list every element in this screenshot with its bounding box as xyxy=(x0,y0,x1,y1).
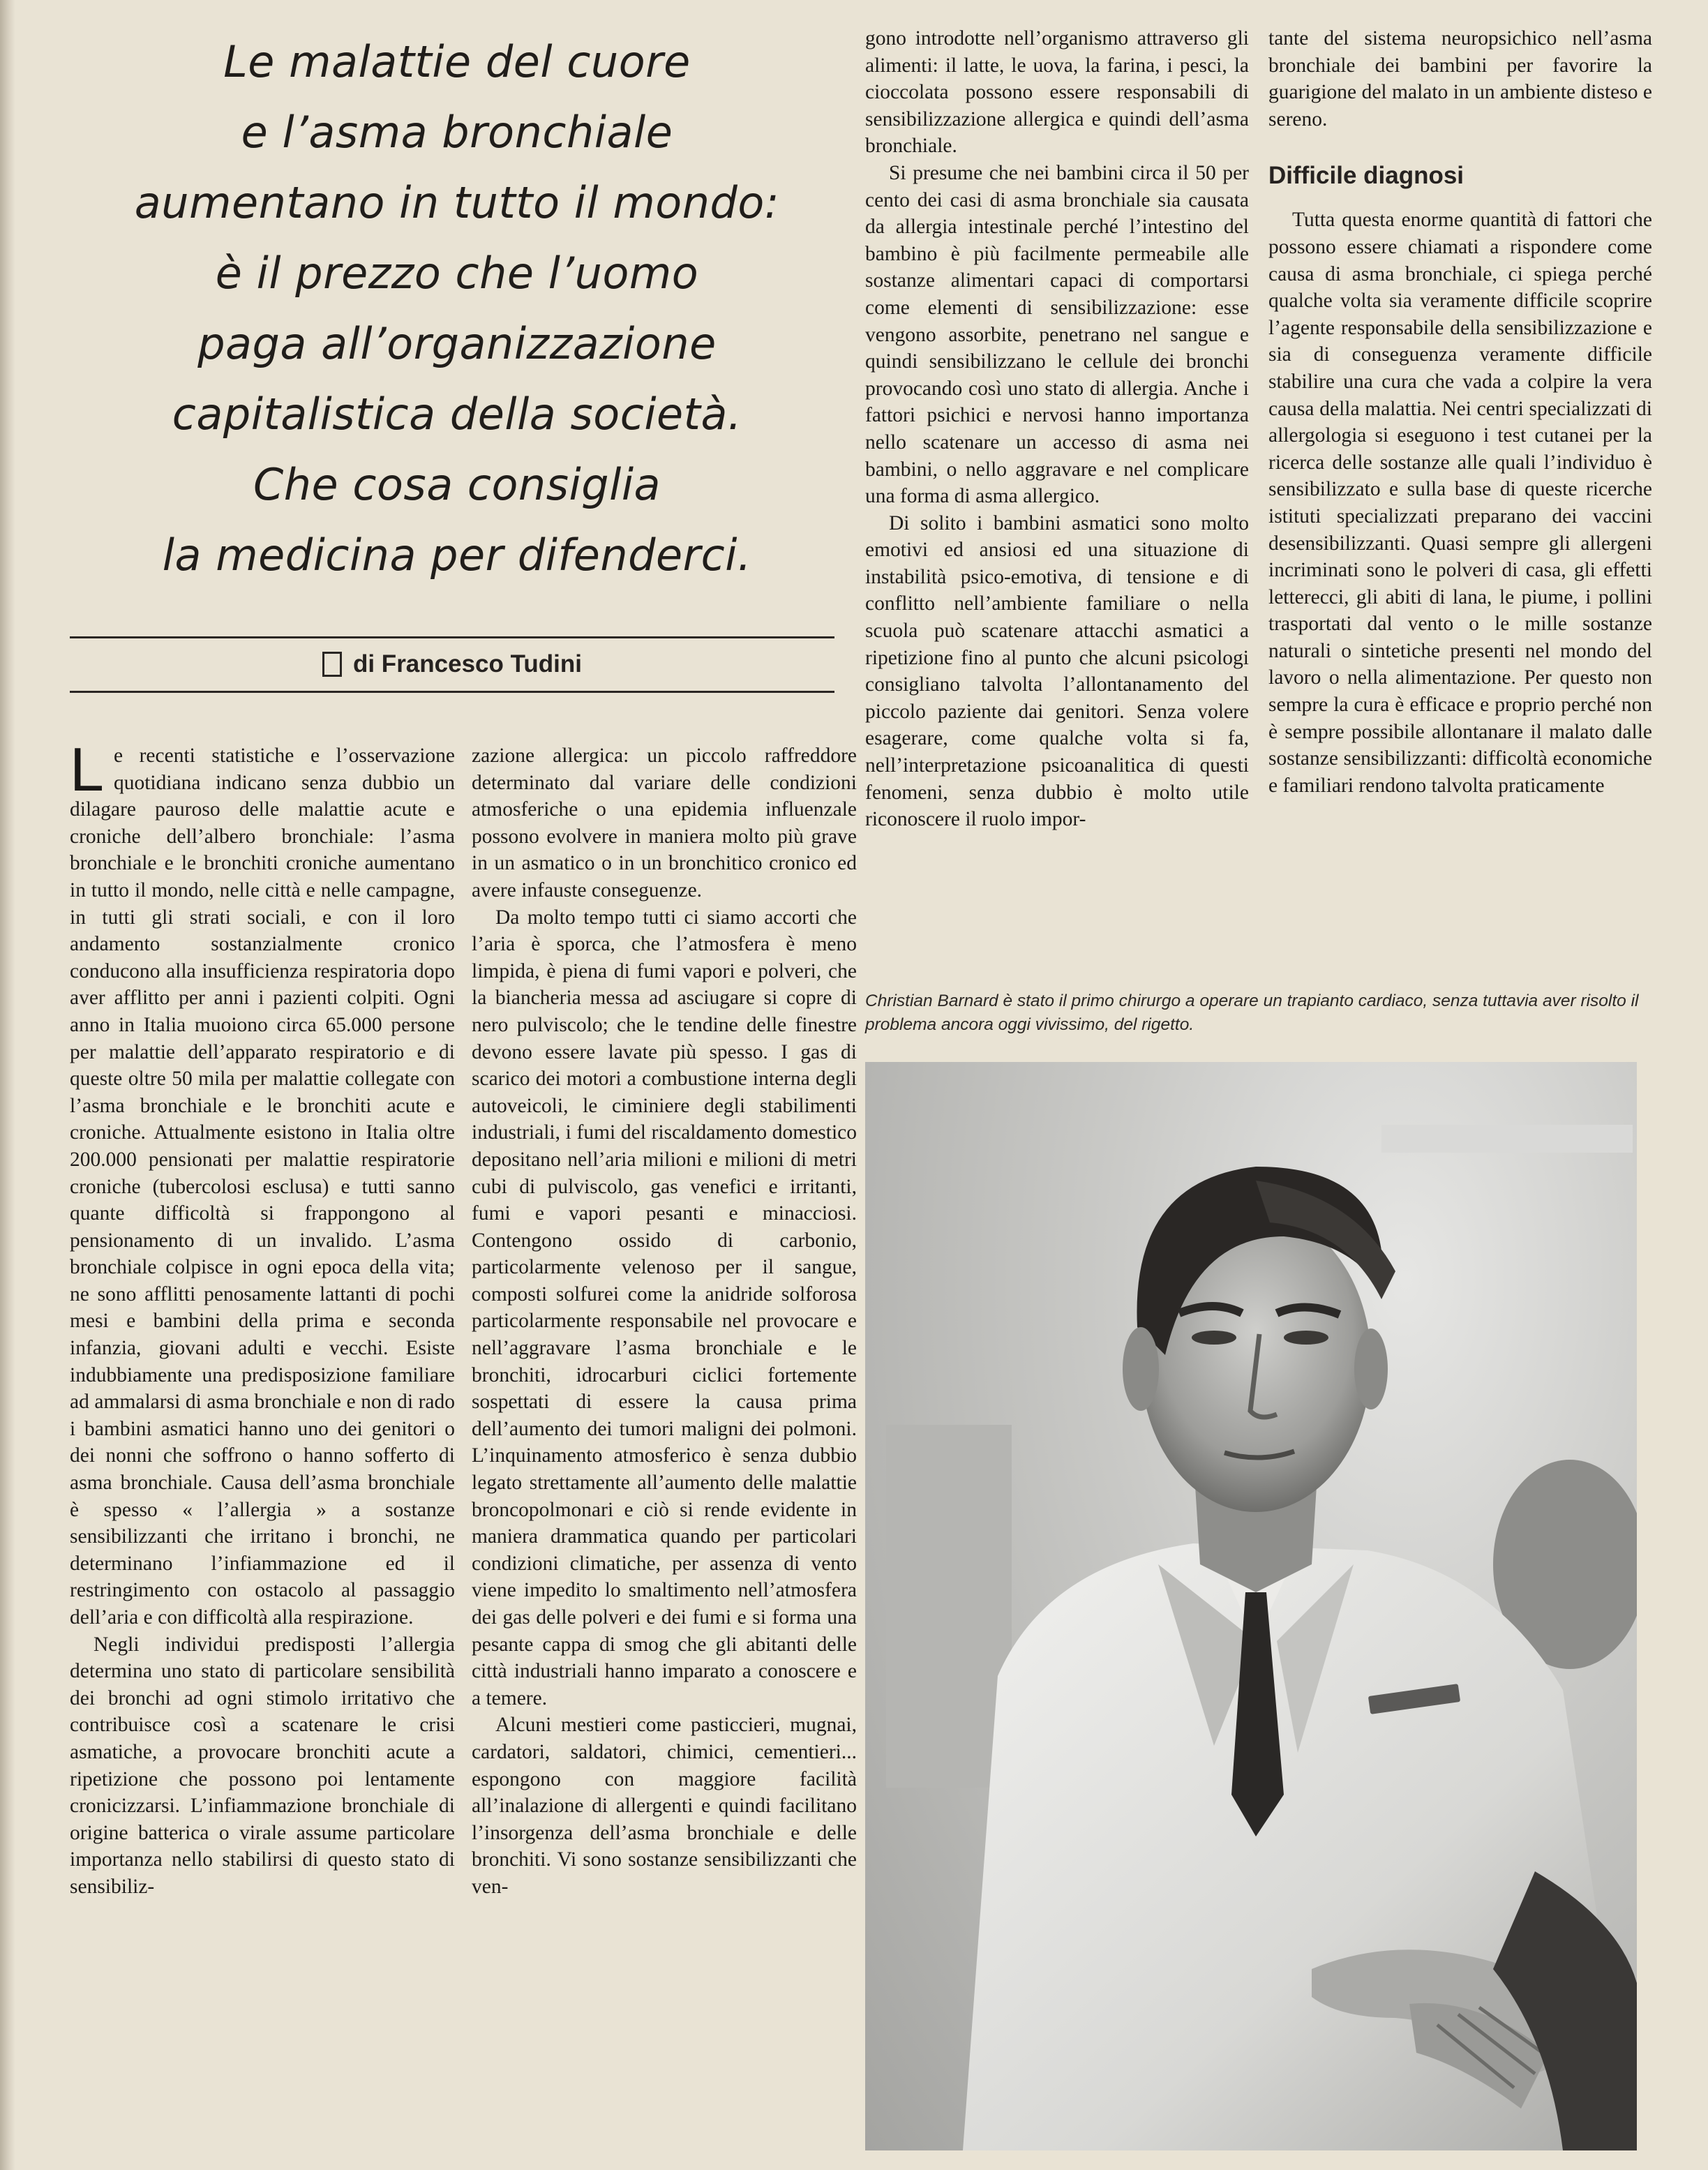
portrait-photo xyxy=(865,1062,1637,2150)
article-paragraph: gono introdotte nell’organismo attraverso gli alimenti: il latte, le uova, la farina, i pesci, la cioccolata possono essere responsabili di sensibilizzazione allergica e quindi dell’asma bronchiale. xyxy=(865,27,1249,158)
headline-line: capitalistica della società. xyxy=(172,389,742,440)
headline-line: e l’asma bronchiale xyxy=(241,107,673,158)
byline-box-icon xyxy=(322,652,342,677)
byline xyxy=(70,648,834,681)
article-paragraph: Di solito i bambini asmatici sono molto emotivi ed ansiosi ed una situazione di instabilità psico-emotiva, di tensione e di conflitto nell’ambiente familiare o nella scuola può scatenare attacchi asmatici a ripetizione fino al punto che alcuni psicologi consigliano talvolta l’allontanamento del piccolo paziente dai genitori. Senza volere esagerare, come qualche volta si fa, nell’interpretazione psicoanalitica di questi fenomeni, senza dubbio è molto utile riconoscere il ruolo impor- xyxy=(865,511,1249,831)
page-binding-shadow xyxy=(0,0,15,2170)
article-column-2 xyxy=(472,742,857,2124)
article-column-3 xyxy=(865,25,1249,968)
article-paragraph: Alcuni mestieri come pasticcieri, mugnai, cardatori, saldatori, chimici, cementieri... espongono con maggiore facilità all’inalazione di allergenti e quindi facilitano l’insorgenza dell’asma bronchiale e delle bronchiti. Vi sono sostanze sensibilizzanti che ven- xyxy=(472,1714,857,1898)
article-column-4 xyxy=(1268,25,1652,968)
article-paragraph: zazione allergica: un piccolo raffreddore determinato dal variare delle condizioni atmosferiche o una epidemia influenzale possono evolvere in maniera molto più grave in un asmatico o in un bronchitico cronico ed avere infauste conseguenze. xyxy=(472,744,857,901)
article-column-1 xyxy=(70,742,455,2124)
headline-line: aumentano in tutto il mondo: xyxy=(134,177,780,228)
paragraph-text: e recenti statistiche e l’osservazione quotidiana indicano senza dubbio un dilagare pauroso delle malattie acute e croniche dell’albero bronchiale: l’asma bronchiale e le bronchiti croniche aumentano in tutto il mondo, nelle città e nelle campagne, in tutti gli strati sociali, e con il loro andamento sostanzialmente cronico conducono alla insufficienza respiratoria dopo aver afflitto per anni i pazienti colpiti. Ogni anno in Italia muoiono circa 65.000 persone per malattie dell’apparato respiratorio e di queste oltre 50 mila per malattie collegate con l’asma bronchiale e le bronchiti acute e croniche. Attualmente esistono in Italia oltre 200.000 pensionati per malattie respiratorie croniche (tubercolosi esclusa) e tutti sanno quante difficoltà si frappongono al pensionamento di un invalido. L’asma bronchiale colpisce in ogni epoca della vita; ne sono afflitti penosamente lattanti di pochi mesi e bambini della prima e seconda infanzia, giovani adulti e vecchi. Esiste indubbiamente una predisposizione familiare ad ammalarsi di asma bronchiale e non di rado i bambini asmatici hanno uno dei genitori o dei nonni che soffrono o hanno sofferto di asma bronchiale. Causa dell’asma bronchiale è spesso « l’allergia » a sostanze sensibilizzanti che irritano i bronchi, ne determinano l’infiammazione ed il restringimento con ostacolo al passaggio dell’aria e con difficoltà alla respirazione. xyxy=(70,744,455,1629)
headline-line: la medicina per difenderci. xyxy=(162,530,752,581)
article-paragraph: tante del sistema neuropsichico nell’asma bronchiale dei bambini per favorire la guarigione del malato in un ambiente disteso e sereno. xyxy=(1268,27,1652,130)
headline-line: Che cosa consiglia xyxy=(253,459,661,510)
byline-rule-top xyxy=(70,636,834,638)
author-name: di Francesco Tudini xyxy=(352,650,582,678)
headline-line: paga all’organizzazione xyxy=(197,318,717,369)
drop-cap: L xyxy=(70,742,104,804)
headline xyxy=(70,27,844,590)
headline-line: è il prezzo che l’uomo xyxy=(215,248,699,299)
section-subhead: Difficile diagnosi xyxy=(1268,162,1464,190)
article-paragraph: Negli individui predisposti l’allergia determina uno stato di particolare sensibilità dei bronchi ad ogni stimolo irritativo che contribuisce così a scatenare le crisi asmatiche, a provocare bronchiti acute a ripetizione che possono poi lentamente cronicizzarsi. L’infiammazione bronchiale di origine batterica o virale assume particolare importanza nello stabilirsi di questo stato di sensibiliz- xyxy=(70,1633,455,1898)
article-paragraph: Si presume che nei bambini circa il 50 per cento dei casi di asma bronchiale sia causata da allergia intestinale perché l’intestino del bambino è più facilmente permeabile alle sostanze alimentari capaci di comportarsi come elementi di sensibilizzazione: esse vengono assorbite, penetrano nel sangue e quindi sensibilizzano le cellule dei bronchi provocando così uno stato di allergia. Anche i fattori psichici e nervosi hanno importanza nello scatenare un accesso di asma nei bambini, o nello aggravare e nel complicare una forma di asma allergico. xyxy=(865,161,1249,508)
article-paragraph: Tutta questa enorme quantità di fattori che possono essere chiamati a rispondere come causa di asma bronchiale, ci spiega perché qualche volta sia veramente difficile scoprire l’agente responsabile della sensibilizzazione e sia di conseguenza veramente difficile stabilire una cura che vada a colpire la vera causa della malattia. Nei centri specializzati di allergologia si eseguono i test cutanei per la ricerca delle sostanze alle quali l’individuo è sensibilizzato e sulla base di queste ricerche istituti specializzati preparano dei vaccini desensibilizzanti. Quasi sempre gli allergeni incriminati sono le polveri di casa, gli effetti letterecci, gli abiti di lana, le piume, i pollini trasportati dal vento o le mille sostanze naturali o sintetiche presenti nel mondo del lavoro o nella alimentazione. Per questo non sempre la cura è efficace e proprio perché non è sempre possibile allontanare il malato dalle sostanze sensibilizzanti: difficoltà economiche e familiari rendono talvolta praticamente xyxy=(1268,209,1652,797)
article-paragraph: Da molto tempo tutti ci siamo accorti che l’aria è sporca, che l’atmosfera è meno limpida, è piena di fumi vapori e polveri, che la biancheria messa ad asciugare si copre di nero pulviscolo; che le tendine delle finestre devono essere lavate più spesso. I gas di scarico dei motori a combustione interna degli autoveicoli, le ciminiere degli stabilimenti industriali, i fumi del riscaldamento domestico depositano nell’aria milioni e milioni di metri cubi di pulviscolo, gas venefici e irritanti, fumi e vapori pesanti e minacciosi. Contengono ossido di carbonio, particolarmente velenoso per il sangue, composti solfurei come la anidride solforosa particolarmente responsabile nel provocare e nell’aggravare l’asma bronchiale e le bronchiti, idrocarburi ciclici fortemente sospettati di essere la causa prima dell’aumento dei tumori maligni dei polmoni. L’inquinamento atmosferico è senza dubbio legato strettamente all’aumento delle malattie broncopolmonari e ciò si rende evidente in maniera drammatica quando per particolari condizioni climatiche, per assenza di vento viene impedito lo smaltimento nell’atmosfera dei gas delle polveri e dei fumi e si forma una pesante cappa di smog che gli abitanti delle città industriali hanno imparato a conoscere e a temere. xyxy=(472,906,857,1709)
photo-caption: Christian Barnard è stato il primo chirurgo a operare un trapianto cardiaco, senza tuttavia aver risolto il problema ancora oggi vivissimo, del rigetto. xyxy=(865,992,1639,1034)
article-paragraph xyxy=(70,742,455,1631)
headline-line: Le malattie del cuore xyxy=(223,36,691,87)
byline-rule-bottom xyxy=(70,691,834,693)
portrait-illustration xyxy=(865,1062,1637,2150)
